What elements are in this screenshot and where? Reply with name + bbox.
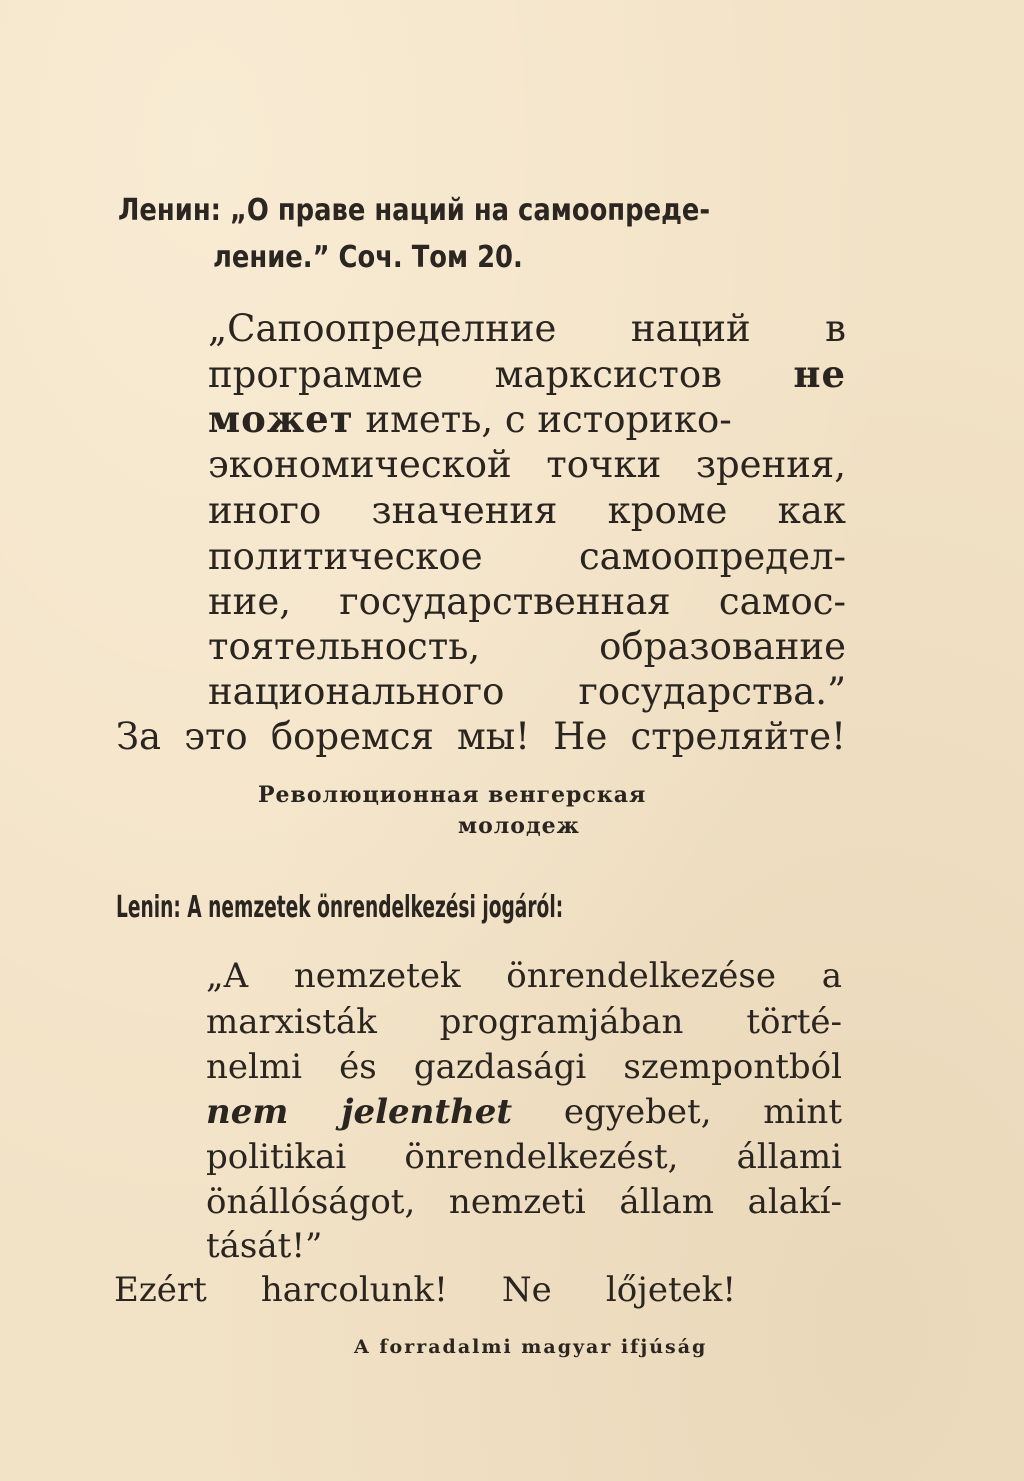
ru-quote-text: иметь, с историко- (353, 398, 732, 441)
ru-quote-line: политическое самоопредел- (208, 535, 846, 578)
hu-quote-line: nelmi és gazdasági szempontból (206, 1047, 842, 1087)
ru-quote-line: „Сапоопределние наций в (208, 307, 846, 350)
ru-quote-line: иного значения кроме как (208, 489, 846, 532)
ru-quote-line: национального государства.” (208, 670, 846, 713)
hu-quote-line: tását!” (206, 1226, 323, 1266)
hu-quote-emphasis: nem jelenthet (206, 1092, 513, 1132)
ru-quote-emphasis: может (208, 397, 354, 441)
hu-quote-line: marxisták programjában törté- (206, 1002, 842, 1042)
hu-quote-line: „A nemzetek önrendelkezése a (206, 956, 842, 996)
hu-signature: A forradalmi magyar ifjúság (354, 1336, 708, 1358)
ru-quote-line: экономической точки зрения, (208, 443, 846, 486)
ru-quote-line: ние, государственная самос- (208, 580, 846, 623)
ru-signature-line2: молодеж (458, 813, 580, 839)
ru-quote-line (208, 397, 732, 441)
ru-quote-line: тоятельность, образование (208, 625, 846, 668)
ru-quote-emphasis: не (793, 352, 846, 396)
hu-slogan: Ezért harcolunk! Ne lőjetek! (114, 1270, 736, 1310)
ru-heading-line2: ление.” Соч. Том 20. (213, 240, 523, 275)
hu-quote-line: politikai önrendelkezést, állami (206, 1137, 842, 1177)
ru-heading-line1: Ленин: „О праве наций на самоопреде- (118, 193, 711, 228)
ru-quote-text: программе марксистов (208, 353, 722, 396)
hu-quote-text: egyebet, mint (512, 1092, 842, 1132)
hu-heading: Lenin: A nemzetek önrendelkezési jogáról: (116, 890, 564, 925)
ru-signature-line1: Революционная венгерская (258, 782, 647, 808)
hu-quote-line: önállóságot, nemzeti állam alakí- (206, 1182, 842, 1222)
hu-quote-line (206, 1092, 842, 1132)
ru-slogan: За это боремся мы! Не стреляйте! (116, 715, 846, 758)
ru-quote-line (208, 352, 846, 396)
